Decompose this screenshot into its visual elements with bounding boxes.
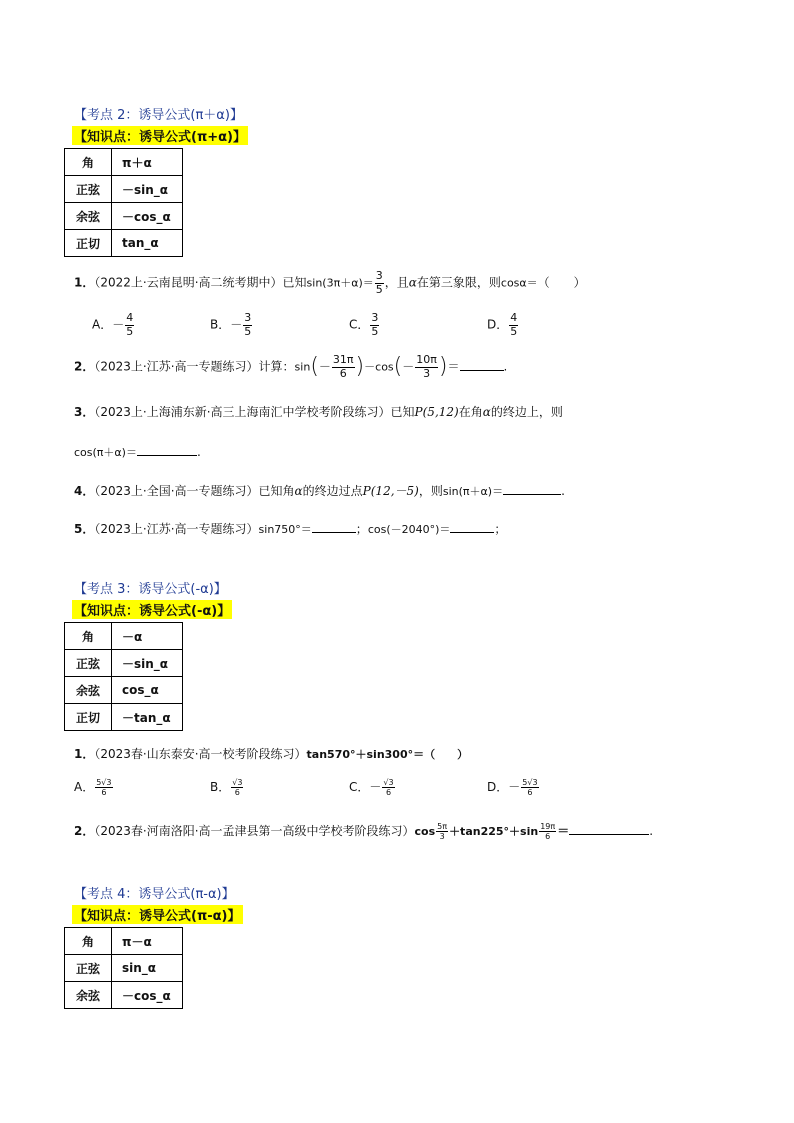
question-5 [74,520,506,537]
option-label: D． [487,780,509,795]
separator: ； [355,522,368,536]
fraction [332,354,355,380]
fraction-numerator: 3 [375,269,383,282]
table-row [65,203,183,230]
math-var: α [294,484,303,498]
option-d[interactable] [487,312,519,338]
math-expr: cos(－2040°)＝ [367,523,451,536]
question-text: ，则 [418,484,443,498]
option-sign: － [369,780,382,795]
fraction [95,778,112,797]
math-expr: sin(π＋α)＝ [442,485,504,498]
table-row [65,704,183,731]
fraction [521,778,538,797]
question-number: 1． [74,275,95,290]
answer-paren: （ ） [537,275,586,290]
option-c[interactable] [349,778,396,797]
table-cell: sin_α [112,955,183,982]
question-text: 的终边过点 [302,484,363,498]
fraction-numerator: √3 [383,778,394,787]
fraction [539,822,556,841]
option-label: C． [349,780,370,795]
table-cell: 余弦 [65,677,112,704]
fraction-numerator: √3 [232,778,243,787]
question-number: 1． [74,747,95,761]
option-b[interactable] [210,778,244,797]
end-mark: . [503,359,508,374]
table-cell: 角 [65,623,112,650]
fraction-numerator: 3 [244,311,252,324]
table-row [65,623,183,650]
option-sign: － [112,317,125,332]
table-cell: 余弦 [65,982,112,1009]
question-text: ，且 [384,275,409,290]
fraction-denominator: 5 [371,324,379,338]
fraction-denominator: 6 [234,788,240,798]
table-row [65,149,183,176]
fraction-denominator: 3 [439,832,445,842]
fraction [375,270,384,296]
math-expr: sin750°＝ [258,523,312,536]
fraction-denominator: 5 [244,324,252,338]
table-cell: －sin_α [112,650,183,677]
option-label: A． [74,780,95,795]
option-a[interactable] [92,312,135,338]
table-row [65,955,183,982]
fraction-denominator: 5 [375,282,383,296]
table-cell: 角 [65,928,112,955]
fraction [509,312,518,338]
question-text: 的终边上，则 [490,405,563,419]
fraction [382,778,394,797]
fraction-numerator: 4 [510,311,518,324]
fraction [125,312,134,338]
table-row [65,230,183,257]
answer-blank[interactable] [569,824,649,835]
answer-blank[interactable] [450,522,494,533]
fraction-numerator: 5√3 [522,778,538,787]
fraction-numerator: 5π [437,822,448,831]
table-cell: －α [112,623,183,650]
option-c[interactable] [349,312,380,338]
question-1 [74,745,468,762]
fraction [243,312,252,338]
fraction [370,312,379,338]
table-cell: 正弦 [65,955,112,982]
math-expr: －cos [364,360,394,374]
equals-sign: ＝ [447,359,460,374]
paren-left: ( [393,354,403,380]
math-expr: sin(3π＋α)＝ [306,276,374,290]
math-expr: cos(π＋α)＝ [74,446,137,459]
equals-sign: ＝ [557,824,570,839]
fraction-denominator: 6 [527,788,533,798]
fraction-denominator: 6 [339,366,347,380]
option-a[interactable] [74,778,114,797]
question-3 [74,403,563,420]
math-expr: cosα＝ [500,276,538,290]
table-cell: 正弦 [65,650,112,677]
fraction-numerator: 10π [416,353,437,366]
table-cell: －cos_α [112,203,183,230]
fraction [415,354,438,380]
answer-blank[interactable] [312,522,356,533]
table-cell: tan_α [112,230,183,257]
question-source: （2023上·上海浦东新·高三上海南汇中学校考阶段练习） [94,405,391,419]
paren-right: ) [438,354,448,380]
math-var: α [482,405,491,419]
question-source: （2023上·全国·高一专题练习） [94,484,259,498]
table-row [65,928,183,955]
math-var: α [408,275,417,290]
end-mark: . [561,484,565,498]
question-text: 在角 [458,405,483,419]
fraction [231,778,243,797]
question-source: （2023春·山东泰安·高一校考阶段练习） [94,747,307,761]
math-expr: P(12,－5) [362,484,419,498]
table-cell: cos_α [112,677,183,704]
answer-blank[interactable] [137,445,197,456]
fraction-numerator: 19π [540,822,556,831]
table-cell: 余弦 [65,203,112,230]
fraction-denominator: 5 [510,324,518,338]
question-number: 2． [74,359,95,374]
section-4-title: 【考点 4：诱导公式(π-α)】 [74,887,235,902]
question-text: 已知 [282,275,307,290]
table-cell: 正切 [65,704,112,731]
section-3-knowledge-point: 【知识点：诱导公式(-α)】 [72,600,232,619]
section-2-table [64,148,183,257]
fraction-numerator: 31π [332,353,354,366]
option-label: B． [210,317,231,332]
math-expr: ＋tan225°＋sin [449,825,539,839]
option-b[interactable] [210,312,253,338]
table-cell: π－α [112,928,183,955]
fraction-numerator: 3 [371,311,379,324]
fraction [436,822,448,841]
table-cell: 正切 [65,230,112,257]
option-label: C． [349,317,370,332]
paren-right: ) [355,354,365,380]
question-text: 在第三象限，则 [416,275,501,290]
question-number: 5． [74,522,95,536]
question-number: 2． [74,824,95,839]
table-row [65,677,183,704]
section-3-table [64,622,183,731]
answer-blank[interactable] [460,360,504,371]
question-source: （2022上·云南昆明·高二统考期中） [94,275,283,290]
section-2-knowledge-point: 【知识点：诱导公式(π+α)】 [72,126,248,145]
option-label: A． [92,317,113,332]
question-number: 3． [74,405,95,419]
question-2: 2．（2023上·江苏·高一专题练习）计算：sin(－ $\frac{31\pi}{6}$ )－cos(－ $\frac{10\pi}{3}$ )＝ . [74,353,508,380]
option-d[interactable] [487,778,540,797]
option-label: D． [487,317,509,332]
question-3-continued [74,444,201,460]
table-cell: －tan_α [112,704,183,731]
question-2 [74,822,653,841]
table-row [65,176,183,203]
section-4-table [64,927,183,1009]
answer-blank[interactable] [503,484,561,495]
table-cell: 正弦 [65,176,112,203]
table-cell: －cos_α [112,982,183,1009]
fraction-numerator: 5√3 [96,778,112,787]
table-row [65,650,183,677]
end-mark: . [196,445,201,459]
fraction-denominator: 3 [423,366,431,380]
fraction-numerator: 4 [126,311,134,324]
question-source: （2023上·江苏·高一专题练习） [94,359,259,374]
question-text: 计算： [258,359,295,374]
math-expr: P(5,12) [414,405,459,419]
question-source: （2023上·江苏·高一专题练习） [94,522,259,536]
table-cell: 角 [65,149,112,176]
math-expr: cos [414,825,436,839]
end-mark: . [649,824,654,839]
fraction-denominator: 6 [545,832,551,842]
math-expr: tan570°＋sin300°＝（ ） [306,748,469,761]
table-cell: π＋α [112,149,183,176]
question-1 [74,270,586,296]
fraction-denominator: 6 [101,788,107,798]
question-text: 已知角 [258,484,295,498]
math-expr: sin [294,360,311,374]
table-cell: －sin_α [112,176,183,203]
fraction-denominator: 5 [126,324,134,338]
table-row [65,982,183,1009]
end-mark: ； [494,522,507,536]
question-number: 4． [74,484,95,498]
option-sign: － [230,317,243,332]
question-source: （2023春·河南洛阳·高一孟津县第一高级中学校考阶段练习） [94,824,415,839]
question-text: 已知 [390,405,415,419]
option-label: B． [210,780,231,795]
paren-left: ( [310,354,319,380]
option-sign: － [508,780,521,795]
section-4-knowledge-point: 【知识点：诱导公式(π-α)】 [72,905,243,924]
section-2-title: 【考点 2：诱导公式(π＋α)】 [74,108,243,123]
section-3-title: 【考点 3：诱导公式(-α)】 [74,582,227,597]
fraction-denominator: 6 [385,788,392,798]
question-4 [74,482,565,499]
